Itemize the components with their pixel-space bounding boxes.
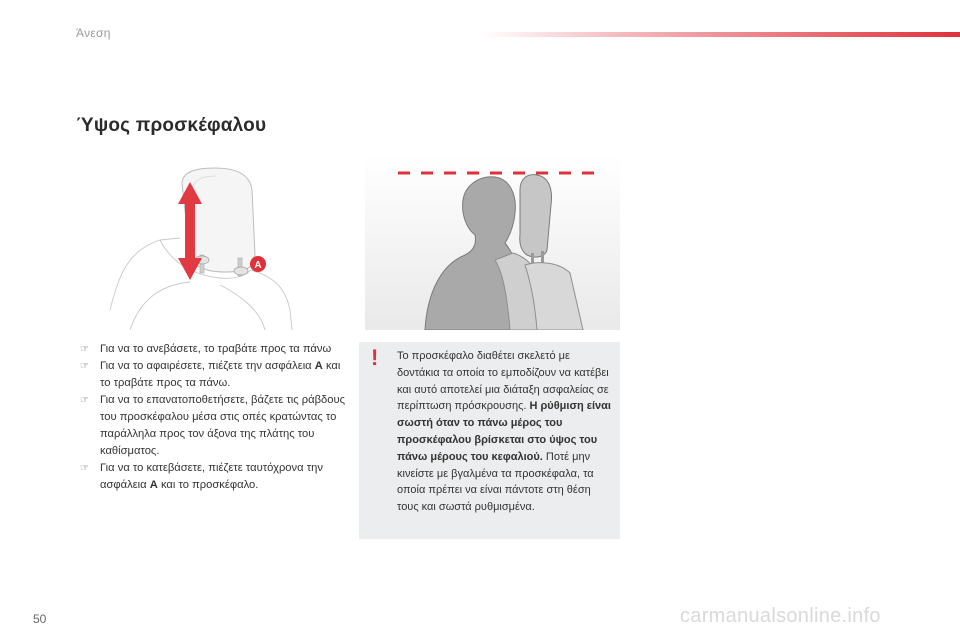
headrest-position-illustration	[365, 155, 620, 330]
instruction-text: Για να το κατεβάσετε, πιέζετε ταυτόχρονα την ασφάλεια	[100, 462, 323, 491]
instruction-text: Για να το ανεβάσετε, το τραβάτε προς τα πάνω	[100, 343, 332, 355]
warning-text-bold: Η ρύθμιση είναι σωστή όταν το πάνω μέρος του προσκέφαλου βρίσκεται στο ύψος του πάνω μέρους του κεφαλιού.	[397, 400, 611, 463]
instruction-item	[78, 460, 348, 494]
section-title: Ύψος προσκέφαλου	[76, 115, 267, 136]
instruction-item	[78, 358, 348, 392]
arrow-bullet-icon: ☞	[80, 361, 89, 372]
headrest-adjust-illustration	[100, 160, 300, 330]
page-number: 50	[33, 612, 47, 626]
marker-a-reference: A	[149, 479, 158, 491]
chapter-title: Άνεση	[76, 26, 111, 40]
instruction-list	[78, 341, 348, 494]
arrow-bullet-icon: ☞	[80, 463, 89, 474]
instruction-item	[78, 392, 348, 460]
marker-a-reference: A	[314, 360, 323, 372]
warning-notice	[359, 342, 620, 539]
instruction-text: Για να το αφαιρέσετε, πιέζετε την ασφάλεια	[100, 360, 315, 372]
warning-text-intro: Το προσκέφαλο διαθέτει σκελετό με δοντάκια τα οποία το εμποδίζουν να κατέβει και αυτό αποτελεί μια διάταξη ασφαλείας σε περίπτωση πρόσκρουσης.	[397, 350, 609, 413]
arrow-bullet-icon: ☞	[80, 344, 89, 355]
arrow-bullet-icon: ☞	[80, 395, 89, 406]
warning-text-outro: Ποτέ μην κινείστε με βγαλμένα τα προσκέφαλα, τα οποία πρέπει να είναι πάντοτε στη θέση τους και σωστά ρυθμισμένα.	[397, 450, 594, 514]
exclamation-icon: !	[371, 345, 379, 370]
instruction-text: και το προσκέφαλο.	[157, 479, 259, 491]
instruction-text: Για να το επανατοποθετήσετε, βάζετε τις ράβδους του προσκέφαλου μέσα στις οπές κρατώντας το παράλληλα προς τον άξονα της πλάτης του καθίσματος.	[100, 394, 346, 457]
warning-text	[397, 348, 612, 516]
instruction-text: και το τραβάτε προς τα πάνω.	[100, 360, 341, 389]
watermark-text: carmanualsonline.info	[680, 605, 881, 627]
marker-a-label: A	[254, 260, 262, 271]
header-accent-bar	[480, 32, 960, 37]
instruction-item	[78, 341, 348, 358]
